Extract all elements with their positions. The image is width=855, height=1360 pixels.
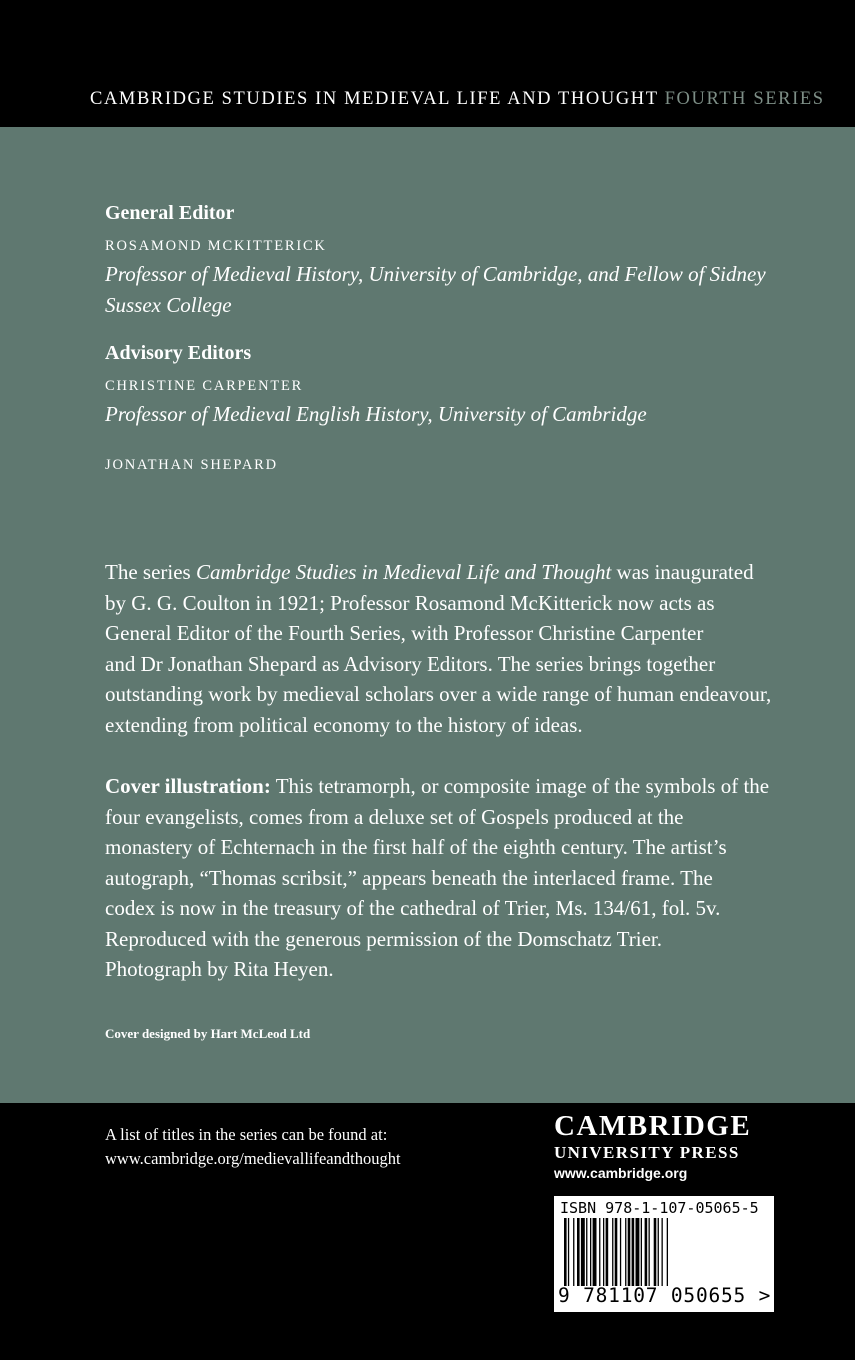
general-editor-name: ROSAMOND MCKITTERICK [105, 238, 327, 254]
advisory-editor-role: Professor of Medieval English History, University of Cambridge [105, 402, 647, 426]
cover-credit: Cover designed by Hart McLeod Ltd [105, 1026, 311, 1041]
series-subtitle: FOURTH SERIES [664, 89, 825, 109]
cover-illustration-note [105, 771, 825, 985]
description-line: by G. G. Coulton in 1921; Professor Rosamond McKitterick now acts as [105, 590, 715, 615]
advisory-editor-name: CHRISTINE CARPENTER [105, 378, 304, 394]
barcode-bar [564, 1218, 567, 1286]
series-name: CAMBRIDGE STUDIES IN MEDIEVAL LIFE AND THOUGHT [90, 89, 659, 109]
series-list-url: www.cambridge.org/medievallifeandthought [105, 1149, 401, 1168]
cover-note-text: This tetramorph, or composite image of the symbols of the [270, 774, 770, 798]
barcode-bar [625, 1218, 626, 1286]
barcode-bar [581, 1218, 585, 1286]
publisher-logo [554, 1109, 776, 1181]
barcode-bar [586, 1218, 587, 1286]
publisher-url: www.cambridge.org [554, 1165, 688, 1181]
barcode-bar [590, 1218, 591, 1286]
description-line: General Editor of the Fourth Series, with Professor Christine Carpenter [105, 621, 704, 645]
barcode-bar [573, 1218, 574, 1286]
barcode-digits: 9 781107 050655 > [558, 1284, 772, 1307]
series-list-text: A list of titles in the series can be found at: [105, 1125, 388, 1144]
description-line: outstanding work by medieval scholars over a wide range of human endeavour, [105, 682, 772, 706]
publisher-subname: UNIVERSITY PRESS [554, 1143, 740, 1162]
cover-note-line: Photograph by Rita Heyen. [105, 957, 334, 981]
isbn-label: ISBN 978-1-107-05065-5 [560, 1199, 759, 1217]
barcode-bar [606, 1218, 609, 1286]
description-text: was inaugurated [611, 560, 754, 584]
description-line [105, 557, 825, 588]
description-line: extending from political economy to the history of ideas. [105, 712, 583, 737]
general-editor-role-line: Professor of Medieval History, University of Cambridge, and Fellow of Sidney [105, 262, 766, 286]
barcode-bar [620, 1218, 621, 1286]
barcode-bar [577, 1218, 580, 1286]
barcode-bar [649, 1218, 650, 1286]
top-band [0, 0, 855, 127]
general-editor-role-line: Sussex College [105, 293, 232, 317]
barcode-bar [667, 1218, 668, 1286]
barcode-bar [645, 1218, 648, 1286]
cover-note-line: Reproduced with the generous permission of the Domschatz Trier. [105, 926, 662, 951]
barcode-bar [662, 1218, 663, 1286]
barcode-bar [628, 1218, 631, 1286]
barcode-panel [554, 1196, 774, 1312]
publisher-name: CAMBRIDGE [554, 1110, 752, 1142]
barcode-bar [654, 1218, 657, 1286]
series-title [90, 89, 825, 110]
cover-note-line [105, 771, 825, 802]
advisory-editor-name: JONATHAN SHEPARD [105, 457, 278, 473]
general-editor-heading: General Editor [105, 202, 235, 224]
barcode-bar [658, 1218, 659, 1286]
barcode-icon [562, 1218, 758, 1286]
description-line: and Dr Jonathan Shepard as Advisory Editors. The series brings together [105, 651, 716, 676]
barcode-bar [568, 1218, 569, 1286]
cover-note-line: four evangelists, comes from a deluxe set of Gospels produced at the [105, 804, 684, 829]
main-panel [0, 127, 855, 1103]
cover-note-line: autograph, “Thomas scribsit,” appears beneath the interlaced frame. The [105, 865, 713, 890]
cover-note-line: codex is now in the treasury of the cathedral of Trier, Ms. 134/61, fol. 5v. [105, 896, 721, 920]
series-list-note [105, 1123, 401, 1171]
barcode-bar [612, 1218, 613, 1286]
series-title-italic: Cambridge Studies in Medieval Life and Thought [195, 560, 612, 584]
advisory-editors-heading: Advisory Editors [105, 342, 252, 364]
barcode-bar [615, 1218, 618, 1286]
barcode-bar [599, 1218, 600, 1286]
general-editor-role [105, 259, 825, 321]
cover-note-line: monastery of Echternach in the first half of the eighth century. The artist’s [105, 835, 727, 859]
barcode-bar [641, 1218, 642, 1286]
series-description [105, 557, 825, 740]
barcode-bar [593, 1218, 597, 1286]
barcode-bar [603, 1218, 604, 1286]
barcode-bar [632, 1218, 635, 1286]
cover-note-label: Cover illustration: [105, 774, 271, 798]
barcode-bar [636, 1218, 640, 1286]
description-text: The series [105, 560, 196, 584]
